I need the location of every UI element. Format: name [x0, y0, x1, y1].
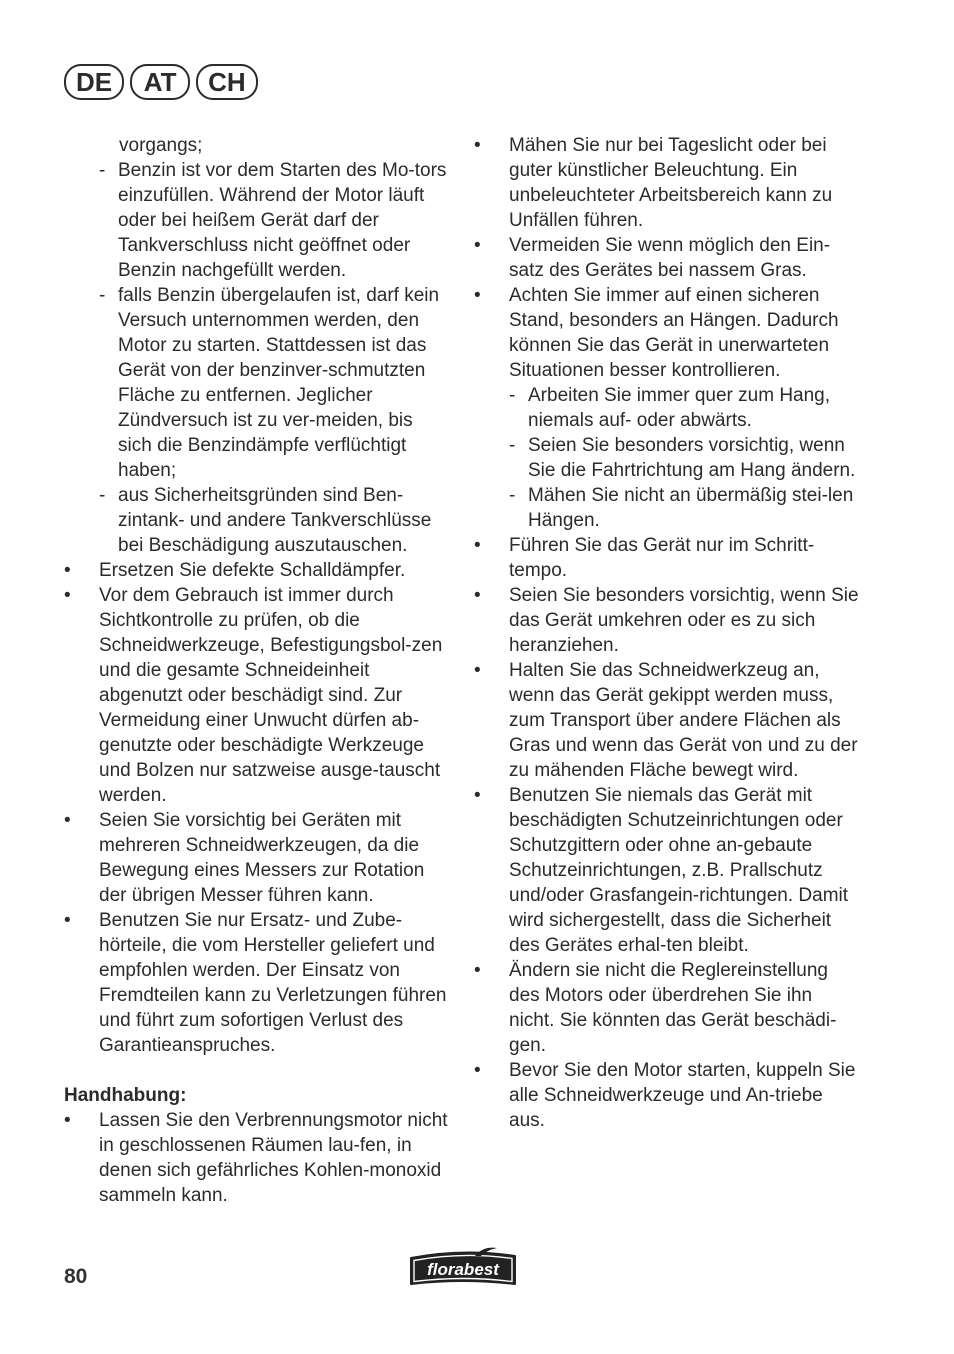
- bullet-item: • Mähen Sie nur bei Tageslicht oder bei guter künstlicher Beleuchtung. Ein unbeleuchteter Arbeitsbereich kann zu Unfällen führen.: [474, 133, 862, 233]
- bullet-item: • Seien Sie besonders vorsichtig, wenn Sie das Gerät umkehren oder es zu sich heranziehen.: [474, 583, 862, 658]
- bullet-item: • Vermeiden Sie wenn möglich den Ein-satz des Gerätes bei nassem Gras.: [474, 233, 862, 283]
- page-number: 80: [64, 1265, 88, 1288]
- bullet-item: • Benutzen Sie nur Ersatz- und Zube-hörteile, die vom Hersteller geliefert und empfohlen werden. Der Einsatz von Fremdteilen kann zu Verletzungen führen und führt zum sofortigen Verlust des Garantieanspruches.: [64, 908, 448, 1058]
- dash-item: - Seien Sie besonders vorsichtig, wenn Sie die Fahrtrichtung am Hang ändern.: [509, 433, 862, 483]
- bullet-item: • Vor dem Gebrauch ist immer durch Sichtkontrolle zu prüfen, ob die Schneidwerkzeuge, Befestigungsbol-zen und die gesamte Schneideinheit abgenutzt oder beschädigt sind. Zur Vermeidung einer Unwucht dürfen ab-genutzte oder beschädigte Werkzeuge und Bolzen nur satzweise ausge-tauscht werden.: [64, 583, 448, 808]
- dash-list: [474, 383, 862, 533]
- dash-item: - aus Sicherheitsgründen sind Ben-zintank- und andere Tankverschlüsse bei Beschädigung auszutauschen.: [99, 483, 448, 558]
- language-badge-ch: CH: [196, 64, 258, 100]
- continued-text: vorgangs;: [119, 135, 203, 156]
- dash-item: - Benzin ist vor dem Starten des Mo-tors einzufüllen. Während der Motor läuft oder bei heißem Gerät darf der Tankverschluss nicht geöffnet oder Benzin nachgefüllt werden.: [99, 158, 448, 283]
- bullet-item: • Seien Sie vorsichtig bei Geräten mit mehreren Schneidwerkzeugen, da die Bewegung eines Messers zur Rotation der übrigen Messer führen kann.: [64, 808, 448, 908]
- left-column: [64, 133, 448, 1208]
- bullet-item: • Halten Sie das Schneidwerkzeug an, wenn das Gerät gekippt werden muss, zum Transport über andere Flächen als Gras und wenn das Gerät von und zu der zu mähenden Fläche bewegt wird.: [474, 658, 862, 783]
- bullet-item: • Lassen Sie den Verbrennungsmotor nicht in geschlossenen Räumen lau-fen, in denen sich gefährliches Kohlen-monoxid sammeln kann.: [64, 1108, 448, 1208]
- bullet-item: • Ändern sie nicht die Reglereinstellung des Motors oder überdrehen Sie ihn nicht. Sie könnten das Gerät beschädi-gen.: [474, 958, 862, 1058]
- language-badges: [64, 64, 258, 100]
- dash-item: - falls Benzin übergelaufen ist, darf kein Versuch unternommen werden, den Motor zu starten. Stattdessen ist das Gerät von der benzinver-schmutzten Fläche zu entfernen. Jeglicher Zündversuch ist zu ver-meiden, bis sich die Benzindämpfe verflüchtigt haben;: [99, 283, 448, 483]
- dash-item: - Mähen Sie nicht an übermäßig stei-len Hängen.: [509, 483, 862, 533]
- section-heading: Handhabung:: [64, 1085, 187, 1106]
- bullet-item: • Führen Sie das Gerät nur im Schritt-tempo.: [474, 533, 862, 583]
- dash-list: [64, 158, 448, 558]
- bullet-item: • Benutzen Sie niemals das Gerät mit beschädigten Schutzeinrichtungen oder Schutzgittern oder ohne an-gebaute Schutzeinrichtungen, z.B. Prallschutz und/oder Grasfangein-richtungen. Damit wird sichergestellt, dass die Sicherheit des Gerätes erhal-ten bleibt.: [474, 783, 862, 958]
- language-badge-de: DE: [64, 64, 124, 100]
- logo-wordmark: florabest: [427, 1260, 499, 1279]
- right-column: [474, 133, 862, 1133]
- language-badge-at: AT: [130, 64, 190, 100]
- dash-item: - Arbeiten Sie immer quer zum Hang, niemals auf- oder abwärts.: [509, 383, 862, 433]
- bullet-item: • Achten Sie immer auf einen sicheren Stand, besonders an Hängen. Dadurch können Sie das Gerät in unerwarteten Situationen besser kontrollieren.: [474, 283, 862, 383]
- bullet-item: • Bevor Sie den Motor starten, kuppeln Sie alle Schneidwerkzeuge und An-triebe aus.: [474, 1058, 862, 1133]
- florabest-logo: [405, 1244, 521, 1290]
- bullet-item: • Ersetzen Sie defekte Schalldämpfer.: [64, 558, 448, 583]
